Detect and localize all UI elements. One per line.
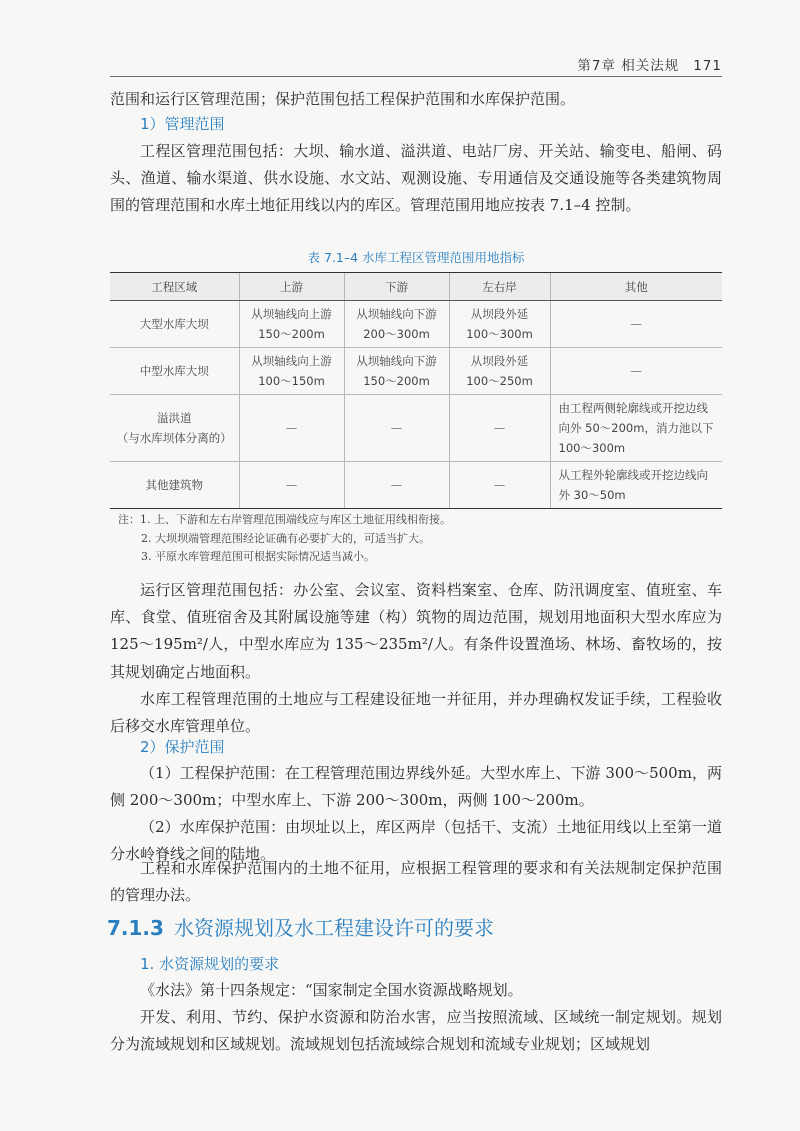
column-header: 左右岸: [449, 273, 550, 301]
table-cell: 其他建筑物: [110, 462, 239, 509]
column-header: 下游: [344, 273, 449, 301]
table-cell: 从坝轴线向上游 150～200m: [239, 301, 344, 348]
chapter-title: 第7章 相关法规: [577, 58, 680, 74]
page-number: 171: [693, 58, 722, 74]
table-cell: —: [239, 462, 344, 509]
subheading-protection-scope: 2）保护范围: [140, 738, 225, 756]
table-cell: 从坝段外延 100～300m: [449, 301, 550, 348]
table-note: 2. 大坝坝端管理范围经论证确有必要扩大的，可适当扩大。: [141, 531, 430, 545]
table-cell: —: [239, 395, 344, 462]
table-notes: [118, 511, 451, 567]
table-cell: —: [344, 462, 449, 509]
paragraph-land-acquisition: 水库工程管理范围的土地应与工程建设征地一并征用，并办理确权发证手续，工程验收后移交水库管理单位。: [110, 690, 722, 736]
table-cell: 溢洪道 （与水库坝体分离的）: [110, 395, 239, 462]
land-use-table: [110, 272, 722, 509]
paragraph-intro: 范围和运行区管理范围；保护范围包括工程保护范围和水库保护范围。: [110, 90, 576, 108]
section-heading: [107, 912, 494, 941]
paragraph-management-scope: 工程区管理范围包括：大坝、输水道、溢洪道、电站厂房、开关站、输变电、船闸、码头、渔道、输水渠道、供水设施、水文站、观测设施、专用通信及交通设施等各类建筑物周围的管理范围和水库土地征用线以内的库区。管理范围用地应按表 7.1–4 控制。: [110, 142, 722, 215]
table-cell: 大型水库大坝: [110, 301, 239, 348]
column-header: 其他: [550, 273, 722, 301]
table-cell: —: [550, 301, 722, 348]
table-cell: —: [449, 395, 550, 462]
subheading-water-planning: 1. 水资源规划的要求: [140, 955, 280, 973]
column-header: 上游: [239, 273, 344, 301]
table-note: [118, 511, 451, 530]
table-row: [110, 301, 722, 348]
paragraph-reservoir-protection: （2）水库保护范围：由坝址以上，库区两岸（包括干、支流）土地征用线以上至第一道分水岭脊线之间的陆地。: [110, 818, 722, 864]
paragraph-engineering-protection: （1）工程保护范围：在工程管理范围边界线外延。大型水库上、下游 300～500m，两侧 200～300m；中型水库上、下游 200～300m，两侧 100～200m。: [110, 764, 722, 810]
paragraph-water-law: 《水法》第十四条规定：“国家制定全国水资源战略规划。: [140, 981, 523, 999]
section-number: 7.1.3: [107, 916, 164, 940]
table-cell: —: [449, 462, 550, 509]
table-row: [110, 462, 722, 509]
table-row: [110, 395, 722, 462]
table-row: [110, 348, 722, 395]
table-cell: —: [550, 348, 722, 395]
table-header-row: [110, 273, 722, 301]
table-cell: 从坝轴线向下游 200～300m: [344, 301, 449, 348]
table-cell: —: [344, 395, 449, 462]
section-title: 水资源规划及水工程建设许可的要求: [173, 916, 494, 940]
table-cell: 从坝轴线向下游 150～200m: [344, 348, 449, 395]
paragraph-planning-rules: 开发、利用、节约、保护水资源和防治水害，应当按照流域、区域统一制定规划。规划分为流域规划和区域规划。流域规划包括流域综合规划和流域专业规划；区域规划: [110, 1008, 722, 1054]
header-text: [577, 54, 722, 74]
note-label: 注：: [118, 513, 140, 526]
table-cell: 由工程两侧轮廓线或开挖边线向外 50～200m，消力池以下 100～300m: [550, 395, 722, 462]
table-cell: 从坝段外延 100～250m: [449, 348, 550, 395]
note-text: 1. 上、下游和左右岸管理范围端线应与库区土地征用线相衔接。: [140, 513, 451, 526]
table-cell: 中型水库大坝: [110, 348, 239, 395]
table-caption: 表 7.1–4 水库工程区管理范围用地指标: [307, 250, 525, 265]
table-cell: 从坝轴线向上游 100～150m: [239, 348, 344, 395]
running-header: [110, 52, 722, 77]
paragraph-protection-management: 工程和水库保护范围内的土地不征用，应根据工程管理的要求和有关法规制定保护范围的管理办法。: [110, 859, 722, 905]
table-note: 3. 平原水库管理范围可根据实际情况适当减小。: [141, 550, 375, 563]
subheading-management-scope: 1）管理范围: [140, 115, 225, 133]
paragraph-operation-scope: 运行区管理范围包括：办公室、会议室、资料档案室、仓库、防汛调度室、值班室、车库、食堂、值班宿舍及其附属设施等建（构）筑物的周边范围，规划用地面积大型水库应为 125～195m²/人，中型水库应为 135～235m²/人。有条件设置渔场、林场、畜牧场的，按其规划确定占地面积。: [110, 581, 722, 681]
table-cell: 从工程外轮廓线或开挖边线向外 30～50m: [550, 462, 722, 509]
column-header: 工程区域: [110, 273, 239, 301]
